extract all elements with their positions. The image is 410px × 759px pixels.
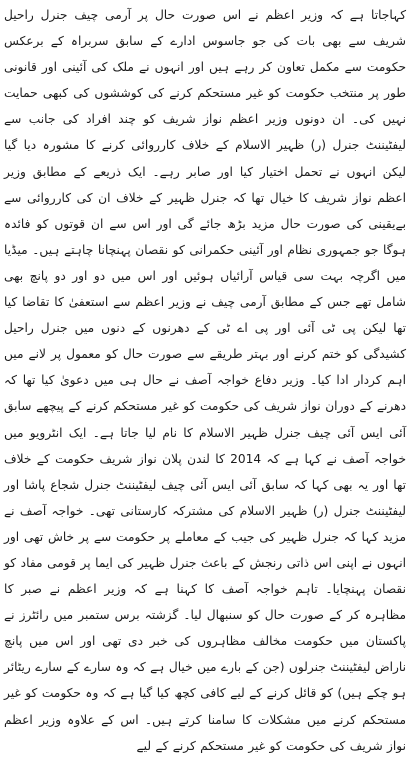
article-body-text: کہاجاتا ہے کہ وزیر اعظم نے اس صورت حال پر آرمی چیف جنرل راحیل شریف سے بھی بات کی جو جاسوس ادارے کے سابق سربراہ کے برعکس حکومت سے مکمل تعاون کر رہے ہیں اور انہوں نے ملک کی آئینی اور قانونی طور پر منتخب حکومت کو غیر مستحکم کرنے کی کوششوں کی کبھی حمایت نہیں کی۔ ان دونوں وزیر اعظم نواز شریف کو چند افراد کی جانب سے لیفٹیننٹ جنرل (ر) ظہیر الاسلام کے خلاف کارروائی کرنے کا مشورہ دیا گیا لیکن انہوں نے تحمل اختیار کیا اور صابر رہے۔ ایک ذریعے کے مطابق وزیر اعظم نواز شریف کا خیال تھا کہ جنرل ظہیر کے خلاف ان کی کارروائی سے بےیقینی کی صورت حال مزید بڑھ جائے گی اور اس سے ان قوتوں کو فائدہ ہوگا جو جمہوری نظام اور آئینی حکمرانی کو نقصان پہنچانا چاہتے ہیں۔ میڈیا میں اگرچہ بہت سی قیاس آرائیاں ہوئیں اور اس میں دو اور دو پانچ بھی شامل تھے جس کے مطابق آرمی چیف نے وزیر اعظم سے استعفیٰ کا تقاضا کیا تھا لیکن پی ٹی آئی اور پی اے ٹی کے دھرنوں کے دنوں میں جنرل راحیل کشیدگی کو ختم کرنے اور بہتر طریقے سے صورت حال کو معمول پر لانے میں اہم کردار ادا کیا۔ وزیر دفاع خواجہ آصف نے حال ہی میں دعویٰ کیا تھا کہ دھرنے کے دوران نواز شریف کی حکومت کو غیر مستحکم کرنے کے پیچھے سابق آئی ایس آئی چیف جنرل ظہیر الاسلام کا نام لیا جاتا ہے۔ ایک انٹرویو میں خواجہ آصف نے کہا ہے کہ 2014 کا لندن پلان نواز شریف حکومت کے خلاف تھا اور یہ بھی کہا کہ سابق آئی ایس آئی چیف لیفٹیننٹ جنرل شجاع پاشا اور لیفٹیننٹ جنرل (ر) ظہیر الاسلام کی مشترکہ کارستانی تھی۔ خواجہ آصف نے مزید کہا کہ جنرل ظہیر کی جیب کے معاملے پر حکومت سے پر خاش تھی اور انہوں نے اپنی اس ذاتی رنجش کے باعث جنرل ظہیر کی ایما پر قومی مفاد کو نقصان پہنچایا۔ تاہم خواجہ آصف کا کہنا ہے کہ وزیر اعظم نے صبر کا مظاہرہ کر کے صورت حال کو سنبھال لیا۔ گزشتہ برس ستمبر میں رائٹرز نے پاکستان میں حکومت مخالف مظاہروں کی خبر دی تھی اور اس میں پانچ ناراض لیفٹیننٹ جنرلوں (جن کے بارے میں خیال ہے کہ وہ سارے کے سارے ریٹائر ہو چکے ہیں) کو قائل کرنے کے لیے کافی کچھ کیا گیا ہے کہ وہ حکومت کو غیر مستحکم کرنے میں مشکلات کا سامنا کرتے ہیں۔ اس کے علاوہ وزیر اعظم نواز شریف کی حکومت کو غیر مستحکم کرنے کے لیے — [4, 8, 406, 753]
